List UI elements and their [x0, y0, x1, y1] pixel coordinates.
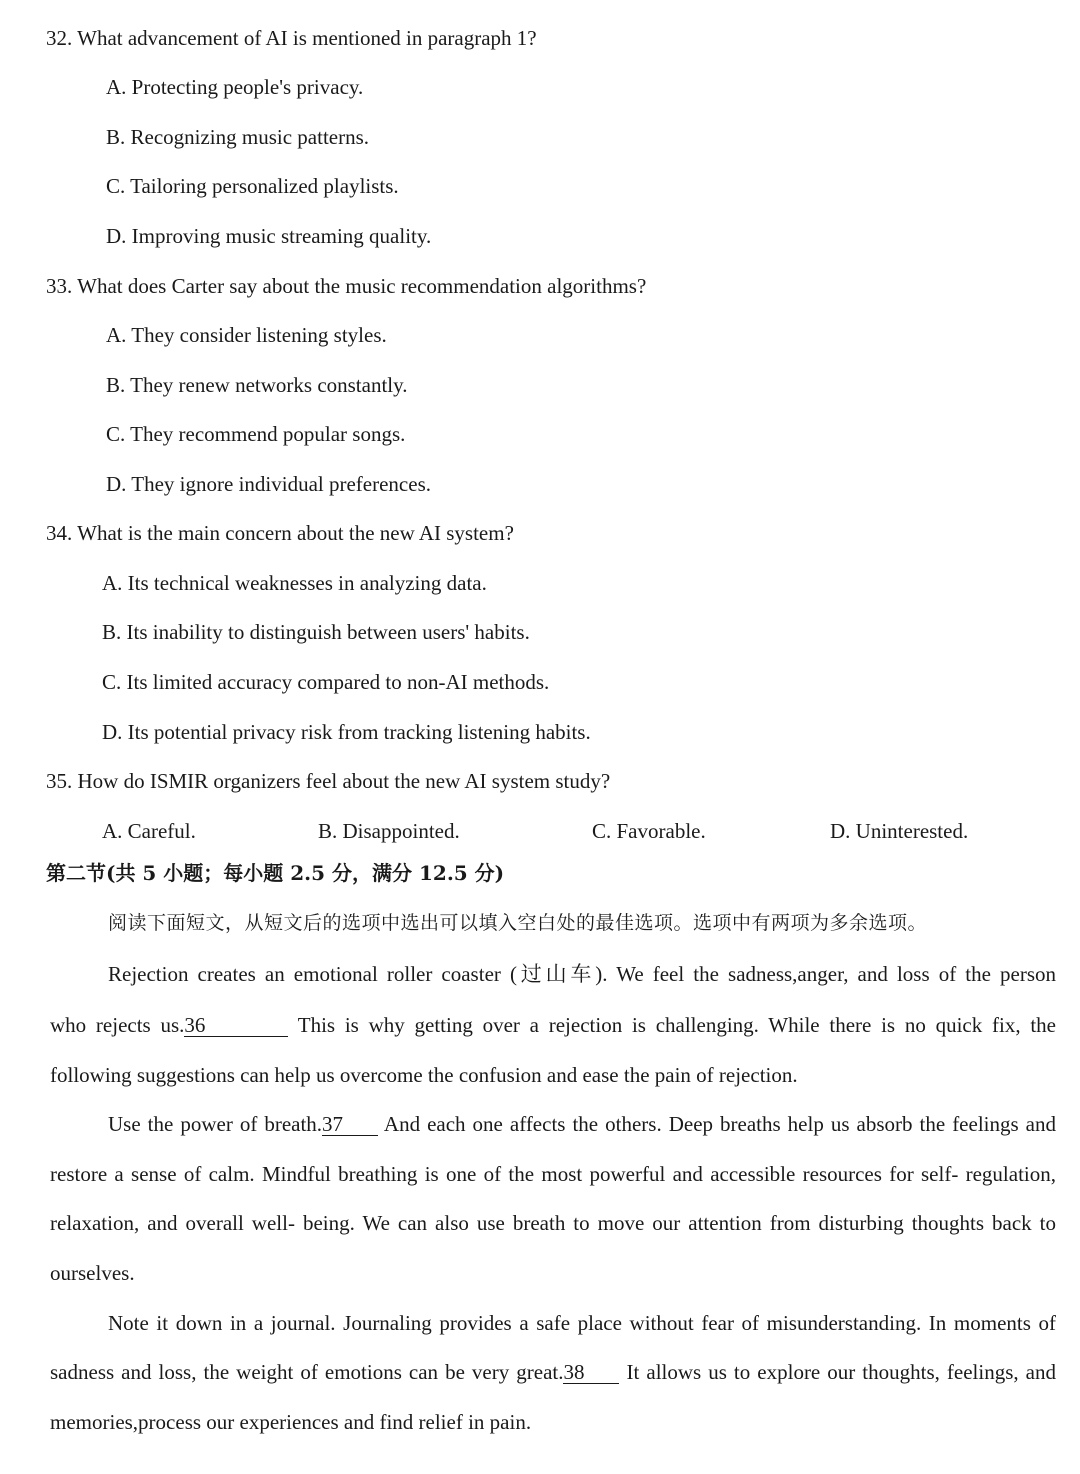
- passage-p3-line1: Note it down in a journal. Journaling provides a safe place without fear of misunderstanding. In moments of: [108, 1311, 1056, 1335]
- passage-p2-line3: relaxation, and overall well- being. We can also use breath to move our attention from disturbing thoughts back to: [50, 1211, 1056, 1235]
- question-33-stem: 33. What does Carter say about the music recommendation algorithms?: [46, 274, 647, 298]
- passage-p1-line2-start: who rejects us.: [50, 1013, 185, 1037]
- question-33-option-a: A. They consider listening styles.: [106, 323, 387, 347]
- section-heading: 第二节(共 5 小题；每小题 2.5 分，满分 12.5 分): [46, 861, 505, 885]
- question-35-option-a: A. Careful.: [102, 819, 196, 843]
- question-32-stem: 32. What advancement of AI is mentioned in paragraph 1?: [46, 26, 537, 50]
- question-32-option-a: A. Protecting people's privacy.: [106, 75, 364, 99]
- question-32-option-b: B. Recognizing music patterns.: [106, 125, 370, 149]
- question-33-option-c: C. They recommend popular songs.: [106, 422, 406, 446]
- passage-p3-line2: [50, 1358, 1056, 1386]
- question-35-stem: 35. How do ISMIR organizers feel about the new AI system study?: [46, 769, 611, 793]
- question-34-option-a: A. Its technical weaknesses in analyzing data.: [102, 571, 487, 595]
- passage-p2-line1: [108, 1110, 1056, 1138]
- question-34-stem: 34. What is the main concern about the new AI system?: [46, 521, 514, 545]
- passage-p1-line2-end: This is why getting over a rejection is challenging. While there is no quick fix, the: [297, 1013, 1056, 1037]
- passage-p3-line2-start: sadness and loss, the weight of emotions can be very great.: [50, 1360, 564, 1384]
- passage-p3-line3: memories,process our experiences and find relief in pain.: [50, 1410, 532, 1434]
- passage-p3-line2-end: It allows us to explore our thoughts, feelings, and: [626, 1360, 1056, 1384]
- section-instruction: 阅读下面短文，从短文后的选项中选出可以填入空白处的最佳选项。选项中有两项为多余选项。: [108, 912, 928, 934]
- passage-p2-line1-start: Use the power of breath.: [108, 1112, 323, 1136]
- question-34-option-b: B. Its inability to distinguish between users' habits.: [102, 620, 530, 644]
- passage-p1-line2: [50, 1011, 1056, 1039]
- passage-p2-line2: restore a sense of calm. Mindful breathing is one of the most powerful and accessible resources for self- regulation,: [50, 1162, 1056, 1186]
- blank-36: 36: [184, 1014, 288, 1037]
- blank-37: 37: [322, 1113, 378, 1136]
- question-34-option-d: D. Its potential privacy risk from tracking listening habits.: [102, 720, 591, 744]
- passage-p2-line4: ourselves.: [50, 1261, 135, 1285]
- passage-p1-line1: Rejection creates an emotional roller coaster (过山车). We feel the sadness,anger, and loss of the person: [108, 962, 1056, 986]
- question-32-option-d: D. Improving music streaming quality.: [106, 224, 432, 248]
- question-33-option-d: D. They ignore individual preferences.: [106, 472, 431, 496]
- question-34-option-c: C. Its limited accuracy compared to non-AI methods.: [102, 670, 550, 694]
- question-35-option-c: C. Favorable.: [592, 819, 706, 843]
- question-32-option-c: C. Tailoring personalized playlists.: [106, 174, 399, 198]
- passage-p1-line3: following suggestions can help us overcome the confusion and ease the pain of rejection.: [50, 1063, 798, 1087]
- passage-p2-line1-end: And each one affects the others. Deep breaths help us absorb the feelings and: [383, 1112, 1056, 1136]
- question-35-option-b: B. Disappointed.: [318, 819, 460, 843]
- blank-38: 38: [563, 1361, 619, 1384]
- question-33-option-b: B. They renew networks constantly.: [106, 373, 408, 397]
- question-35-option-d: D. Uninterested.: [830, 819, 969, 843]
